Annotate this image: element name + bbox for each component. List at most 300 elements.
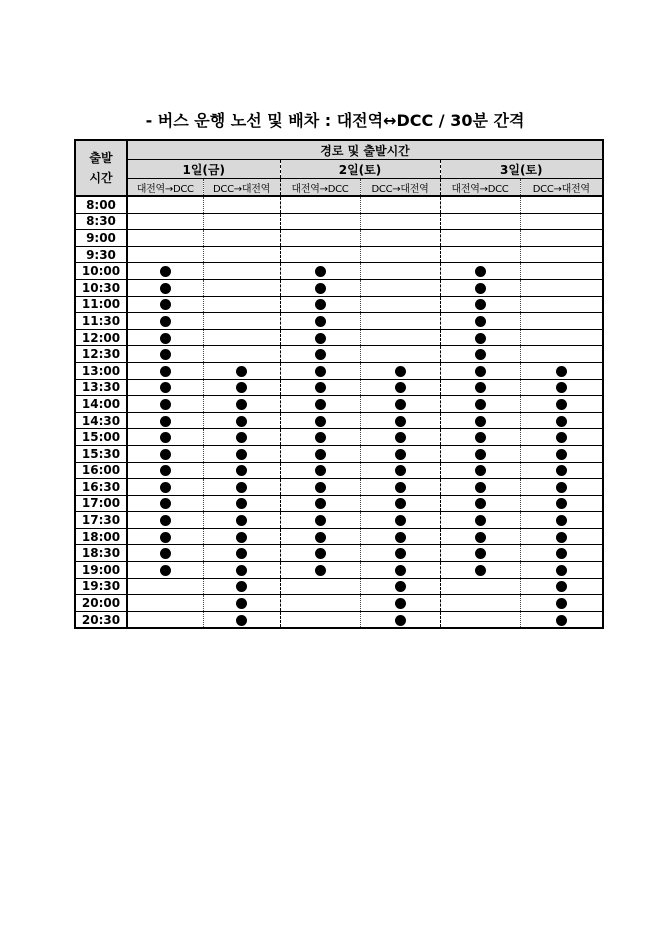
departure-dot-icon bbox=[315, 333, 326, 344]
table-row bbox=[75, 479, 603, 496]
departure-dot-icon bbox=[475, 349, 486, 360]
departure-time: 12:00 bbox=[75, 329, 127, 346]
schedule-cell bbox=[440, 246, 520, 263]
schedule-cell bbox=[127, 313, 203, 330]
table-row bbox=[75, 196, 603, 213]
departure-dot-icon bbox=[315, 498, 326, 509]
schedule-cell bbox=[203, 213, 280, 230]
departure-dot-icon bbox=[395, 581, 406, 592]
schedule-cell bbox=[360, 578, 440, 595]
departure-dot-icon bbox=[160, 333, 171, 344]
table-row bbox=[75, 379, 603, 396]
schedule-cell bbox=[280, 429, 360, 446]
schedule-cell bbox=[440, 396, 520, 413]
departure-dot-icon bbox=[395, 615, 406, 626]
departure-dot-icon bbox=[395, 482, 406, 493]
departure-dot-icon bbox=[236, 432, 247, 443]
departure-time: 19:00 bbox=[75, 562, 127, 579]
table-row bbox=[75, 412, 603, 429]
departure-dot-icon bbox=[475, 333, 486, 344]
schedule-cell bbox=[520, 412, 603, 429]
direction-header: DCC→대전역 bbox=[520, 179, 603, 197]
schedule-cell bbox=[127, 512, 203, 529]
departure-dot-icon bbox=[315, 366, 326, 377]
schedule-cell bbox=[520, 362, 603, 379]
schedule-cell bbox=[520, 196, 603, 213]
schedule-cell bbox=[127, 196, 203, 213]
departure-dot-icon bbox=[315, 532, 326, 543]
departure-dot-icon bbox=[395, 432, 406, 443]
departure-dot-icon bbox=[160, 482, 171, 493]
schedule-cell bbox=[440, 445, 520, 462]
schedule-cell bbox=[520, 379, 603, 396]
departure-dot-icon bbox=[236, 498, 247, 509]
table-row bbox=[75, 562, 603, 579]
departure-dot-icon bbox=[556, 532, 567, 543]
table-row bbox=[75, 495, 603, 512]
schedule-cell bbox=[203, 362, 280, 379]
schedule-cell bbox=[440, 313, 520, 330]
departure-dot-icon bbox=[556, 565, 567, 576]
schedule-cell bbox=[440, 329, 520, 346]
departure-dot-icon bbox=[475, 316, 486, 327]
departure-time: 20:00 bbox=[75, 595, 127, 612]
schedule-cell bbox=[127, 263, 203, 280]
schedule-cell bbox=[127, 562, 203, 579]
schedule-cell bbox=[520, 329, 603, 346]
departure-dot-icon bbox=[236, 416, 247, 427]
departure-dot-icon bbox=[160, 565, 171, 576]
schedule-cell bbox=[280, 313, 360, 330]
table-row bbox=[75, 329, 603, 346]
departure-dot-icon bbox=[556, 482, 567, 493]
direction-header: DCC→대전역 bbox=[360, 179, 440, 197]
schedule-cell bbox=[520, 296, 603, 313]
schedule-cell bbox=[440, 230, 520, 247]
schedule-cell bbox=[360, 230, 440, 247]
departure-dot-icon bbox=[395, 416, 406, 427]
departure-dot-icon bbox=[160, 382, 171, 393]
schedule-cell bbox=[203, 562, 280, 579]
schedule-cell bbox=[203, 379, 280, 396]
departure-dot-icon bbox=[160, 465, 171, 476]
schedule-cell bbox=[127, 346, 203, 363]
schedule-cell bbox=[360, 396, 440, 413]
schedule-cell bbox=[440, 611, 520, 628]
table-row bbox=[75, 230, 603, 247]
table-row bbox=[75, 263, 603, 280]
schedule-cell bbox=[440, 512, 520, 529]
departure-dot-icon bbox=[395, 382, 406, 393]
schedule-cell bbox=[203, 578, 280, 595]
departure-time: 14:30 bbox=[75, 412, 127, 429]
direction-header: 대전역→DCC bbox=[440, 179, 520, 197]
departure-time: 15:00 bbox=[75, 429, 127, 446]
table-row bbox=[75, 213, 603, 230]
schedule-cell bbox=[440, 296, 520, 313]
schedule-cell bbox=[440, 263, 520, 280]
schedule-cell bbox=[360, 213, 440, 230]
departure-dot-icon bbox=[556, 449, 567, 460]
schedule-body bbox=[75, 196, 603, 628]
departure-dot-icon bbox=[395, 565, 406, 576]
schedule-cell bbox=[440, 346, 520, 363]
departure-time: 18:00 bbox=[75, 528, 127, 545]
schedule-cell bbox=[520, 246, 603, 263]
schedule-cell bbox=[440, 412, 520, 429]
schedule-cell bbox=[127, 213, 203, 230]
time-header-line2: 시간 bbox=[89, 171, 113, 185]
schedule-cell bbox=[203, 196, 280, 213]
schedule-cell bbox=[360, 313, 440, 330]
departure-dot-icon bbox=[315, 316, 326, 327]
schedule-cell bbox=[127, 611, 203, 628]
departure-dot-icon bbox=[556, 581, 567, 592]
schedule-cell bbox=[280, 329, 360, 346]
departure-dot-icon bbox=[160, 299, 171, 310]
schedule-cell bbox=[203, 429, 280, 446]
departure-time: 17:00 bbox=[75, 495, 127, 512]
schedule-cell bbox=[280, 595, 360, 612]
schedule-cell bbox=[280, 528, 360, 545]
schedule-cell bbox=[203, 462, 280, 479]
departure-dot-icon bbox=[475, 532, 486, 543]
departure-dot-icon bbox=[315, 548, 326, 559]
departure-dot-icon bbox=[556, 416, 567, 427]
departure-time: 16:00 bbox=[75, 462, 127, 479]
departure-dot-icon bbox=[315, 349, 326, 360]
departure-dot-icon bbox=[160, 548, 171, 559]
departure-dot-icon bbox=[475, 498, 486, 509]
departure-dot-icon bbox=[236, 615, 247, 626]
schedule-cell bbox=[520, 263, 603, 280]
departure-dot-icon bbox=[475, 283, 486, 294]
departure-dot-icon bbox=[556, 399, 567, 410]
table-row bbox=[75, 246, 603, 263]
departure-dot-icon bbox=[556, 498, 567, 509]
schedule-cell bbox=[360, 545, 440, 562]
schedule-cell bbox=[520, 595, 603, 612]
schedule-cell bbox=[127, 528, 203, 545]
departure-dot-icon bbox=[160, 515, 171, 526]
schedule-cell bbox=[360, 412, 440, 429]
schedule-cell bbox=[203, 611, 280, 628]
departure-dot-icon bbox=[236, 482, 247, 493]
schedule-cell bbox=[520, 279, 603, 296]
schedule-cell bbox=[203, 230, 280, 247]
schedule-cell bbox=[203, 296, 280, 313]
schedule-cell bbox=[280, 362, 360, 379]
schedule-cell bbox=[203, 512, 280, 529]
bus-schedule-table bbox=[74, 139, 604, 629]
schedule-cell bbox=[127, 462, 203, 479]
schedule-cell bbox=[203, 329, 280, 346]
schedule-cell bbox=[360, 479, 440, 496]
departure-dot-icon bbox=[160, 399, 171, 410]
schedule-cell bbox=[127, 578, 203, 595]
schedule-cell bbox=[360, 462, 440, 479]
departure-dot-icon bbox=[395, 598, 406, 609]
schedule-cell bbox=[127, 429, 203, 446]
departure-dot-icon bbox=[556, 515, 567, 526]
departure-dot-icon bbox=[395, 465, 406, 476]
departure-dot-icon bbox=[556, 432, 567, 443]
schedule-cell bbox=[520, 445, 603, 462]
schedule-cell bbox=[360, 329, 440, 346]
schedule-cell bbox=[520, 479, 603, 496]
departure-dot-icon bbox=[160, 283, 171, 294]
schedule-cell bbox=[280, 562, 360, 579]
table-row bbox=[75, 545, 603, 562]
departure-time: 16:30 bbox=[75, 479, 127, 496]
departure-dot-icon bbox=[236, 598, 247, 609]
schedule-cell bbox=[280, 611, 360, 628]
departure-time: 8:30 bbox=[75, 213, 127, 230]
schedule-cell bbox=[127, 246, 203, 263]
schedule-cell bbox=[127, 545, 203, 562]
departure-time: 20:30 bbox=[75, 611, 127, 628]
table-row bbox=[75, 346, 603, 363]
departure-dot-icon bbox=[395, 515, 406, 526]
table-row bbox=[75, 512, 603, 529]
schedule-cell bbox=[440, 196, 520, 213]
time-header-line1: 출발 bbox=[89, 151, 113, 165]
departure-dot-icon bbox=[475, 299, 486, 310]
departure-dot-icon bbox=[315, 416, 326, 427]
departure-time: 9:30 bbox=[75, 246, 127, 263]
departure-dot-icon bbox=[475, 482, 486, 493]
departure-dot-icon bbox=[315, 283, 326, 294]
departure-dot-icon bbox=[475, 548, 486, 559]
departure-dot-icon bbox=[315, 399, 326, 410]
departure-dot-icon bbox=[315, 465, 326, 476]
departure-dot-icon bbox=[236, 399, 247, 410]
schedule-cell bbox=[360, 512, 440, 529]
departure-dot-icon bbox=[395, 366, 406, 377]
departure-time: 11:00 bbox=[75, 296, 127, 313]
schedule-cell bbox=[360, 196, 440, 213]
departure-dot-icon bbox=[236, 515, 247, 526]
schedule-cell bbox=[440, 545, 520, 562]
departure-dot-icon bbox=[315, 382, 326, 393]
schedule-cell bbox=[360, 379, 440, 396]
departure-dot-icon bbox=[160, 416, 171, 427]
schedule-cell bbox=[360, 246, 440, 263]
schedule-cell bbox=[280, 412, 360, 429]
departure-dot-icon bbox=[236, 465, 247, 476]
departure-time: 12:30 bbox=[75, 346, 127, 363]
schedule-cell bbox=[280, 512, 360, 529]
schedule-cell bbox=[360, 528, 440, 545]
schedule-cell bbox=[440, 495, 520, 512]
departure-dot-icon bbox=[475, 382, 486, 393]
schedule-cell bbox=[203, 528, 280, 545]
schedule-cell bbox=[280, 445, 360, 462]
schedule-cell bbox=[360, 429, 440, 446]
schedule-cell bbox=[127, 495, 203, 512]
schedule-cell bbox=[440, 528, 520, 545]
schedule-cell bbox=[440, 562, 520, 579]
departure-dot-icon bbox=[236, 449, 247, 460]
table-row bbox=[75, 296, 603, 313]
schedule-cell bbox=[520, 213, 603, 230]
departure-dot-icon bbox=[475, 565, 486, 576]
schedule-cell bbox=[520, 462, 603, 479]
day-header: 1일(금) bbox=[127, 160, 280, 179]
schedule-cell bbox=[127, 279, 203, 296]
schedule-cell bbox=[203, 246, 280, 263]
schedule-cell bbox=[360, 445, 440, 462]
departure-dot-icon bbox=[160, 316, 171, 327]
departure-dot-icon bbox=[160, 349, 171, 360]
schedule-cell bbox=[280, 346, 360, 363]
departure-dot-icon bbox=[160, 432, 171, 443]
schedule-cell bbox=[360, 495, 440, 512]
schedule-cell bbox=[360, 611, 440, 628]
table-row bbox=[75, 396, 603, 413]
schedule-cell bbox=[440, 578, 520, 595]
departure-dot-icon bbox=[315, 449, 326, 460]
schedule-cell bbox=[280, 213, 360, 230]
departure-dot-icon bbox=[475, 432, 486, 443]
departure-time: 13:00 bbox=[75, 362, 127, 379]
departure-dot-icon bbox=[236, 548, 247, 559]
schedule-cell bbox=[280, 230, 360, 247]
departure-time: 9:00 bbox=[75, 230, 127, 247]
schedule-cell bbox=[280, 263, 360, 280]
departure-time: 18:30 bbox=[75, 545, 127, 562]
table-row bbox=[75, 445, 603, 462]
departure-time: 19:30 bbox=[75, 578, 127, 595]
schedule-cell bbox=[127, 396, 203, 413]
table-header bbox=[75, 140, 603, 196]
schedule-cell bbox=[520, 545, 603, 562]
schedule-cell bbox=[520, 512, 603, 529]
departure-dot-icon bbox=[475, 449, 486, 460]
departure-dot-icon bbox=[315, 565, 326, 576]
schedule-cell bbox=[280, 495, 360, 512]
table-row bbox=[75, 279, 603, 296]
table-row bbox=[75, 429, 603, 446]
departure-time: 17:30 bbox=[75, 512, 127, 529]
schedule-cell bbox=[440, 429, 520, 446]
schedule-cell bbox=[127, 445, 203, 462]
schedule-cell bbox=[520, 396, 603, 413]
departure-time-header bbox=[75, 140, 127, 196]
departure-dot-icon bbox=[395, 532, 406, 543]
day-header: 3일(토) bbox=[440, 160, 603, 179]
departure-dot-icon bbox=[475, 366, 486, 377]
schedule-cell bbox=[280, 462, 360, 479]
table-row bbox=[75, 578, 603, 595]
schedule-cell bbox=[440, 462, 520, 479]
schedule-cell bbox=[280, 379, 360, 396]
schedule-cell bbox=[520, 346, 603, 363]
departure-dot-icon bbox=[315, 432, 326, 443]
departure-dot-icon bbox=[475, 416, 486, 427]
page-title: - 버스 운행 노선 및 배차 : 대전역↔DCC / 30분 간격 bbox=[145, 111, 525, 130]
schedule-cell bbox=[280, 479, 360, 496]
schedule-cell bbox=[280, 246, 360, 263]
departure-time: 10:00 bbox=[75, 263, 127, 280]
schedule-cell bbox=[280, 279, 360, 296]
table-row bbox=[75, 595, 603, 612]
schedule-cell bbox=[440, 479, 520, 496]
departure-dot-icon bbox=[160, 266, 171, 277]
direction-header: DCC→대전역 bbox=[203, 179, 280, 197]
schedule-cell bbox=[360, 346, 440, 363]
departure-dot-icon bbox=[556, 465, 567, 476]
schedule-cell bbox=[280, 196, 360, 213]
schedule-cell bbox=[203, 412, 280, 429]
schedule-cell bbox=[360, 595, 440, 612]
departure-time: 10:30 bbox=[75, 279, 127, 296]
schedule-cell bbox=[520, 495, 603, 512]
schedule-cell bbox=[203, 313, 280, 330]
departure-time: 13:30 bbox=[75, 379, 127, 396]
schedule-cell bbox=[203, 396, 280, 413]
schedule-cell bbox=[520, 562, 603, 579]
schedule-cell bbox=[127, 362, 203, 379]
departure-dot-icon bbox=[395, 449, 406, 460]
departure-dot-icon bbox=[475, 399, 486, 410]
schedule-cell bbox=[440, 362, 520, 379]
schedule-cell bbox=[520, 230, 603, 247]
departure-dot-icon bbox=[475, 465, 486, 476]
departure-dot-icon bbox=[556, 615, 567, 626]
departure-time: 11:30 bbox=[75, 313, 127, 330]
schedule-cell bbox=[520, 313, 603, 330]
table-row bbox=[75, 528, 603, 545]
departure-dot-icon bbox=[160, 498, 171, 509]
departure-dot-icon bbox=[315, 515, 326, 526]
departure-dot-icon bbox=[236, 532, 247, 543]
schedule-cell bbox=[203, 545, 280, 562]
schedule-cell bbox=[203, 279, 280, 296]
departure-dot-icon bbox=[395, 548, 406, 559]
schedule-cell bbox=[127, 412, 203, 429]
schedule-cell bbox=[127, 595, 203, 612]
departure-dot-icon bbox=[556, 548, 567, 559]
departure-dot-icon bbox=[395, 498, 406, 509]
schedule-cell bbox=[440, 213, 520, 230]
departure-dot-icon bbox=[395, 399, 406, 410]
departure-dot-icon bbox=[160, 449, 171, 460]
departure-dot-icon bbox=[556, 366, 567, 377]
departure-dot-icon bbox=[236, 366, 247, 377]
schedule-cell bbox=[127, 296, 203, 313]
schedule-cell bbox=[127, 379, 203, 396]
schedule-cell bbox=[520, 528, 603, 545]
schedule-cell bbox=[360, 279, 440, 296]
schedule-cell bbox=[203, 445, 280, 462]
table-row bbox=[75, 462, 603, 479]
table-row bbox=[75, 611, 603, 628]
departure-dot-icon bbox=[315, 266, 326, 277]
day-header: 2일(토) bbox=[280, 160, 440, 179]
direction-header: 대전역→DCC bbox=[127, 179, 203, 197]
schedule-cell bbox=[360, 263, 440, 280]
departure-dot-icon bbox=[236, 581, 247, 592]
departure-dot-icon bbox=[556, 598, 567, 609]
schedule-cell bbox=[440, 595, 520, 612]
schedule-cell bbox=[440, 279, 520, 296]
departure-dot-icon bbox=[315, 299, 326, 310]
departure-dot-icon bbox=[160, 366, 171, 377]
schedule-cell bbox=[360, 362, 440, 379]
departure-dot-icon bbox=[236, 565, 247, 576]
departure-dot-icon bbox=[556, 382, 567, 393]
